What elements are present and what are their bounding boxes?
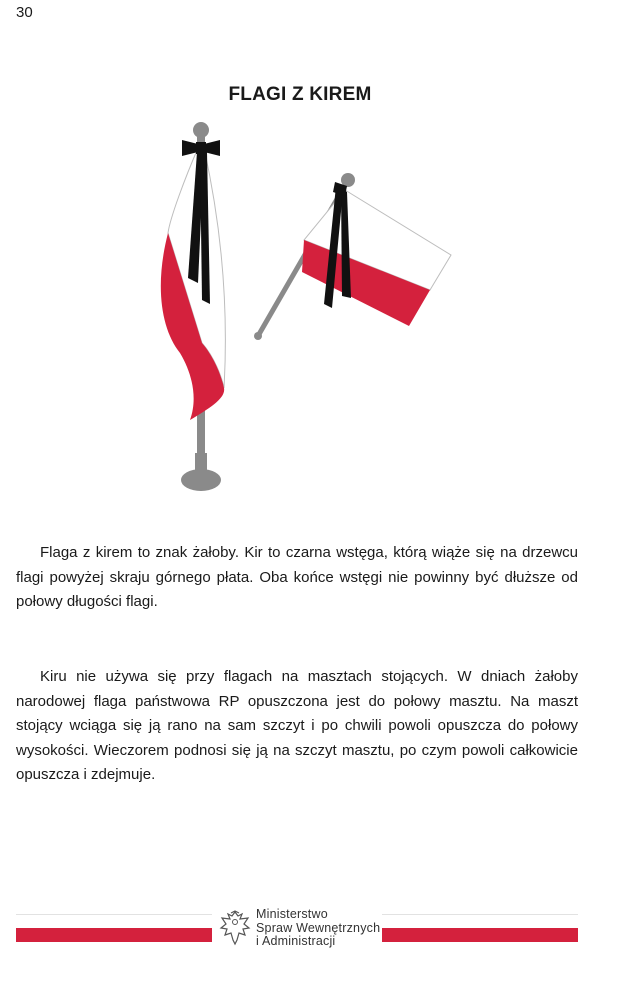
paragraph-standing-mast: Kiru nie używa się przy flagach na masztach stojących. W dniach żałoby narodowej flaga państwowa RP opuszczona jest do połowy masztu. Na maszt stojący wciąga się ją rano na sam szczyt i po chwili powoli opuszcza do połowy wysokości. Wieczorem podnosi się ją na szczyt masztu, po czym powoli całkowicie opuszcza i zdejmuje. — [16, 668, 578, 783]
ministry-name-line-2: Spraw Wewnętrznych — [256, 920, 381, 935]
flags-with-mourning-ribbon-illustration — [140, 118, 470, 498]
footer — [16, 906, 578, 952]
slanted-pole-end — [254, 332, 262, 340]
standing-pole-finial — [193, 122, 209, 138]
slanted-flag — [254, 173, 451, 340]
standing-flag — [161, 122, 226, 491]
footer-flag-stripe-left — [16, 914, 212, 942]
polish-eagle-emblem-icon — [218, 910, 252, 946]
paragraph-mourning-flag: Flaga z kirem to znak żałoby. Kir to czarna wstęga, którą wiąże się na drzewcu flagi powyżej skraju górnego płata. Oba końce wstęgi nie powinny być dłuższe od połowy długości flagi. — [16, 544, 578, 610]
page-number: 30 — [16, 4, 33, 21]
page-title: FLAGI Z KIREM — [228, 84, 372, 105]
ministry-name-line-1: Ministerstwo — [256, 907, 328, 921]
ministry-name-line-3: i Administracji — [256, 934, 336, 948]
ministry-name — [256, 908, 380, 949]
footer-flag-stripe-right — [382, 914, 578, 942]
